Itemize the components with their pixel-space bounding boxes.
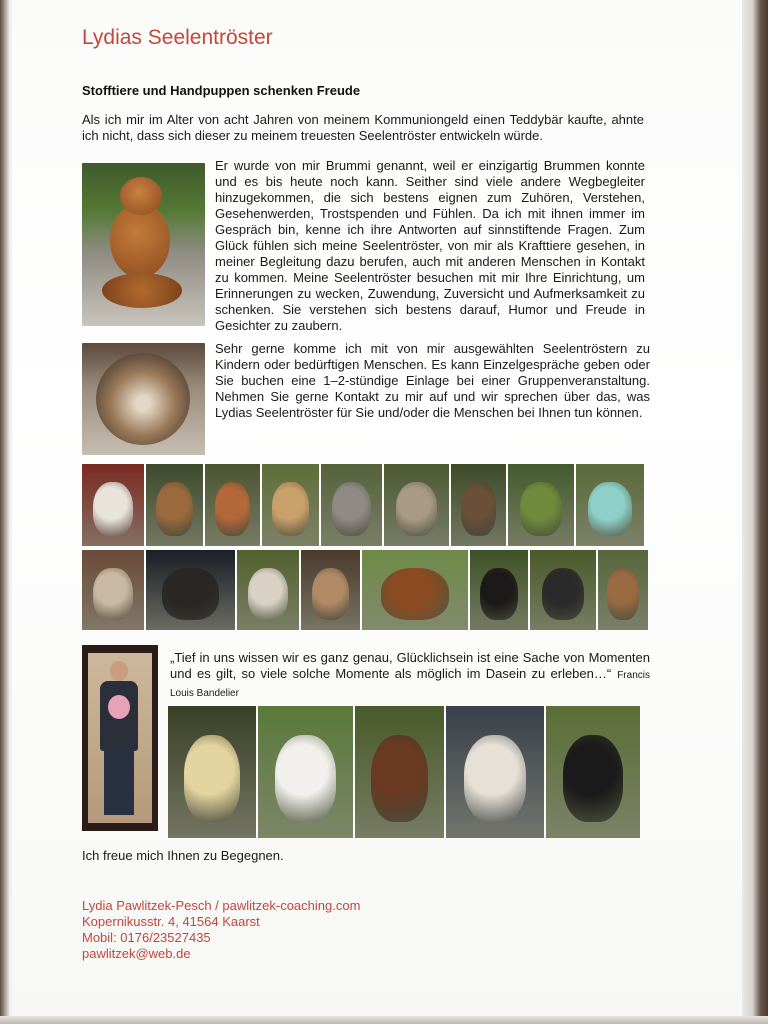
- teddy-feet-shape: [102, 273, 182, 308]
- page-title: Lydias Seelentröster: [82, 26, 273, 49]
- plush-toy-shape: [396, 482, 438, 536]
- person-head-shape: [110, 661, 128, 681]
- contact-email: pawlitzek@web.de: [82, 946, 191, 961]
- photo-plush-white-bears: [237, 550, 299, 630]
- photo-plush-rainbow-sheep: [446, 706, 544, 838]
- photo-plush-frog: [508, 464, 574, 546]
- plush-toy-shape: [275, 735, 336, 822]
- plush-toy-shape: [215, 482, 250, 536]
- contact-address: Kopernikusstr. 4, 41564 Kaarst: [82, 914, 260, 929]
- plush-heap-shape: [96, 353, 190, 445]
- plush-toy-shape: [588, 482, 632, 536]
- plush-toy-shape: [272, 482, 308, 536]
- photo-plush-monkey: [598, 550, 648, 630]
- plush-toy-shape: [464, 735, 527, 822]
- quote-block: [170, 650, 650, 702]
- photo-plush-black-cat: [146, 550, 235, 630]
- plush-toy-shape: [480, 568, 517, 621]
- photo-plush-monkeys-stack: [355, 706, 444, 838]
- photo-plush-collection: [82, 343, 205, 455]
- photo-plush-lion-hat: [168, 706, 256, 838]
- person-legs-shape: [104, 749, 134, 815]
- paragraph-visits: Sehr gerne komme ich mit von mir ausgewählten Seelentröstern zu Kindern oder bedürftigen Menschen. Es kann Einzelgespräche geben oder Sie buchen eine 1–2-stündige Einlage bei einer Gruppenveranstaltung. Nehmen Sie gerne Kontakt zu mir auf und wir sprechen über das, was Lydias Seelentröster für Sie und/oder die Menschen bei Ihnen tun können.: [215, 341, 650, 420]
- photo-plush-sheep-book: [82, 464, 144, 546]
- paragraph-brummi: Er wurde von mir Brummi genannt, weil er einzigartig Brummen konnte und es bis heute noch kann. Seither sind viele andere Wegbegleiter hinzugekommen, die sich bestens eignen zum Zuhören, Verstehen, Gesehenwerden, Trostspenden und Fühlen. Da ich mit ihnen immer im Gespräch bin, kenne ich ihre Antworten auf sinnstiftende Fragen. Zum Glück fühlen sich meine Seelentröster, von mir als Krafttiere gesehen, in meiner Begleitung dazu berufen, auch mit anderen Menschen in Kontakt zu kommen. Meine Seelentröster besuchen mit mir Ihre Einrichtung, um Erinnerungen zu wecken, Zuwendung, Zuversicht und Aufmerksamkeit zu schenken. Sie verstehen sich bestens darauf, Humor und Freude in Gesichter zu zaubern.: [215, 158, 645, 333]
- plush-toy-shape: [162, 568, 219, 621]
- plush-toy-shape: [542, 568, 584, 621]
- plush-toy-shape: [607, 568, 639, 621]
- photo-teddy-brummi: [82, 163, 205, 326]
- page-subtitle: Stofftiere und Handpuppen schenken Freude: [82, 83, 361, 98]
- contact-name-website: Lydia Pawlitzek-Pesch / pawlitzek-coaching.com: [82, 898, 361, 913]
- photo-plush-bears-pair: [146, 464, 203, 546]
- photo-portrait-lydia: [82, 645, 158, 831]
- closing-line: Ich freue mich Ihnen zu Begegnen.: [82, 848, 284, 863]
- photo-plush-lying-bear: [362, 550, 468, 630]
- photo-plush-gray-bears: [321, 464, 382, 546]
- intro-paragraph: Als ich mir im Alter von acht Jahren von meinem Kommuniongeld einen Teddybär kaufte, ahnte ich nicht, dass sich dieser zu meinem treuesten Seelentröster entwickeln würde.: [82, 112, 644, 143]
- plush-toy-shape: [93, 568, 133, 621]
- photo-plush-mixed-pile: [301, 550, 360, 630]
- plush-toy-shape: [563, 735, 623, 822]
- plush-toy-shape: [461, 482, 496, 536]
- person-toy-shape: [108, 695, 130, 719]
- photo-plush-dogs: [384, 464, 449, 546]
- page-edge-shadow: [742, 0, 768, 1024]
- quote-author: Francis Louis Bandelier: [170, 670, 650, 699]
- photo-plush-flower-bear: [262, 464, 319, 546]
- teddy-head-shape: [120, 177, 162, 215]
- contact-block: [82, 898, 360, 962]
- plush-toy-shape: [248, 568, 288, 621]
- portrait-background: [88, 653, 152, 823]
- plush-toy-shape: [156, 482, 192, 536]
- plush-toy-shape: [332, 482, 371, 536]
- quote-text: „Tief in uns wissen wir es ganz genau, Glücklichsein ist eine Sache von Momenten und es gilt, so viele solche Momente als möglich im Dasein zu erleben…“: [170, 650, 650, 681]
- photo-plush-monkey-group: [82, 550, 144, 630]
- plush-toy-shape: [381, 568, 449, 621]
- photo-plush-cow: [546, 706, 640, 838]
- plush-toy-shape: [93, 482, 133, 536]
- photo-plush-raven: [470, 550, 528, 630]
- photo-plush-mole: [530, 550, 596, 630]
- photo-plush-lion: [205, 464, 260, 546]
- photo-plush-polar-bear: [258, 706, 353, 838]
- plush-toy-shape: [371, 735, 428, 822]
- plush-toy-shape: [312, 568, 350, 621]
- plush-toy-shape: [184, 735, 240, 822]
- table-edge: [0, 1016, 768, 1024]
- photo-plush-cat-dino: [576, 464, 644, 546]
- contact-phone: Mobil: 0176/23527435: [82, 930, 211, 945]
- plush-toy-shape: [520, 482, 562, 536]
- photo-plush-chick-bear: [451, 464, 506, 546]
